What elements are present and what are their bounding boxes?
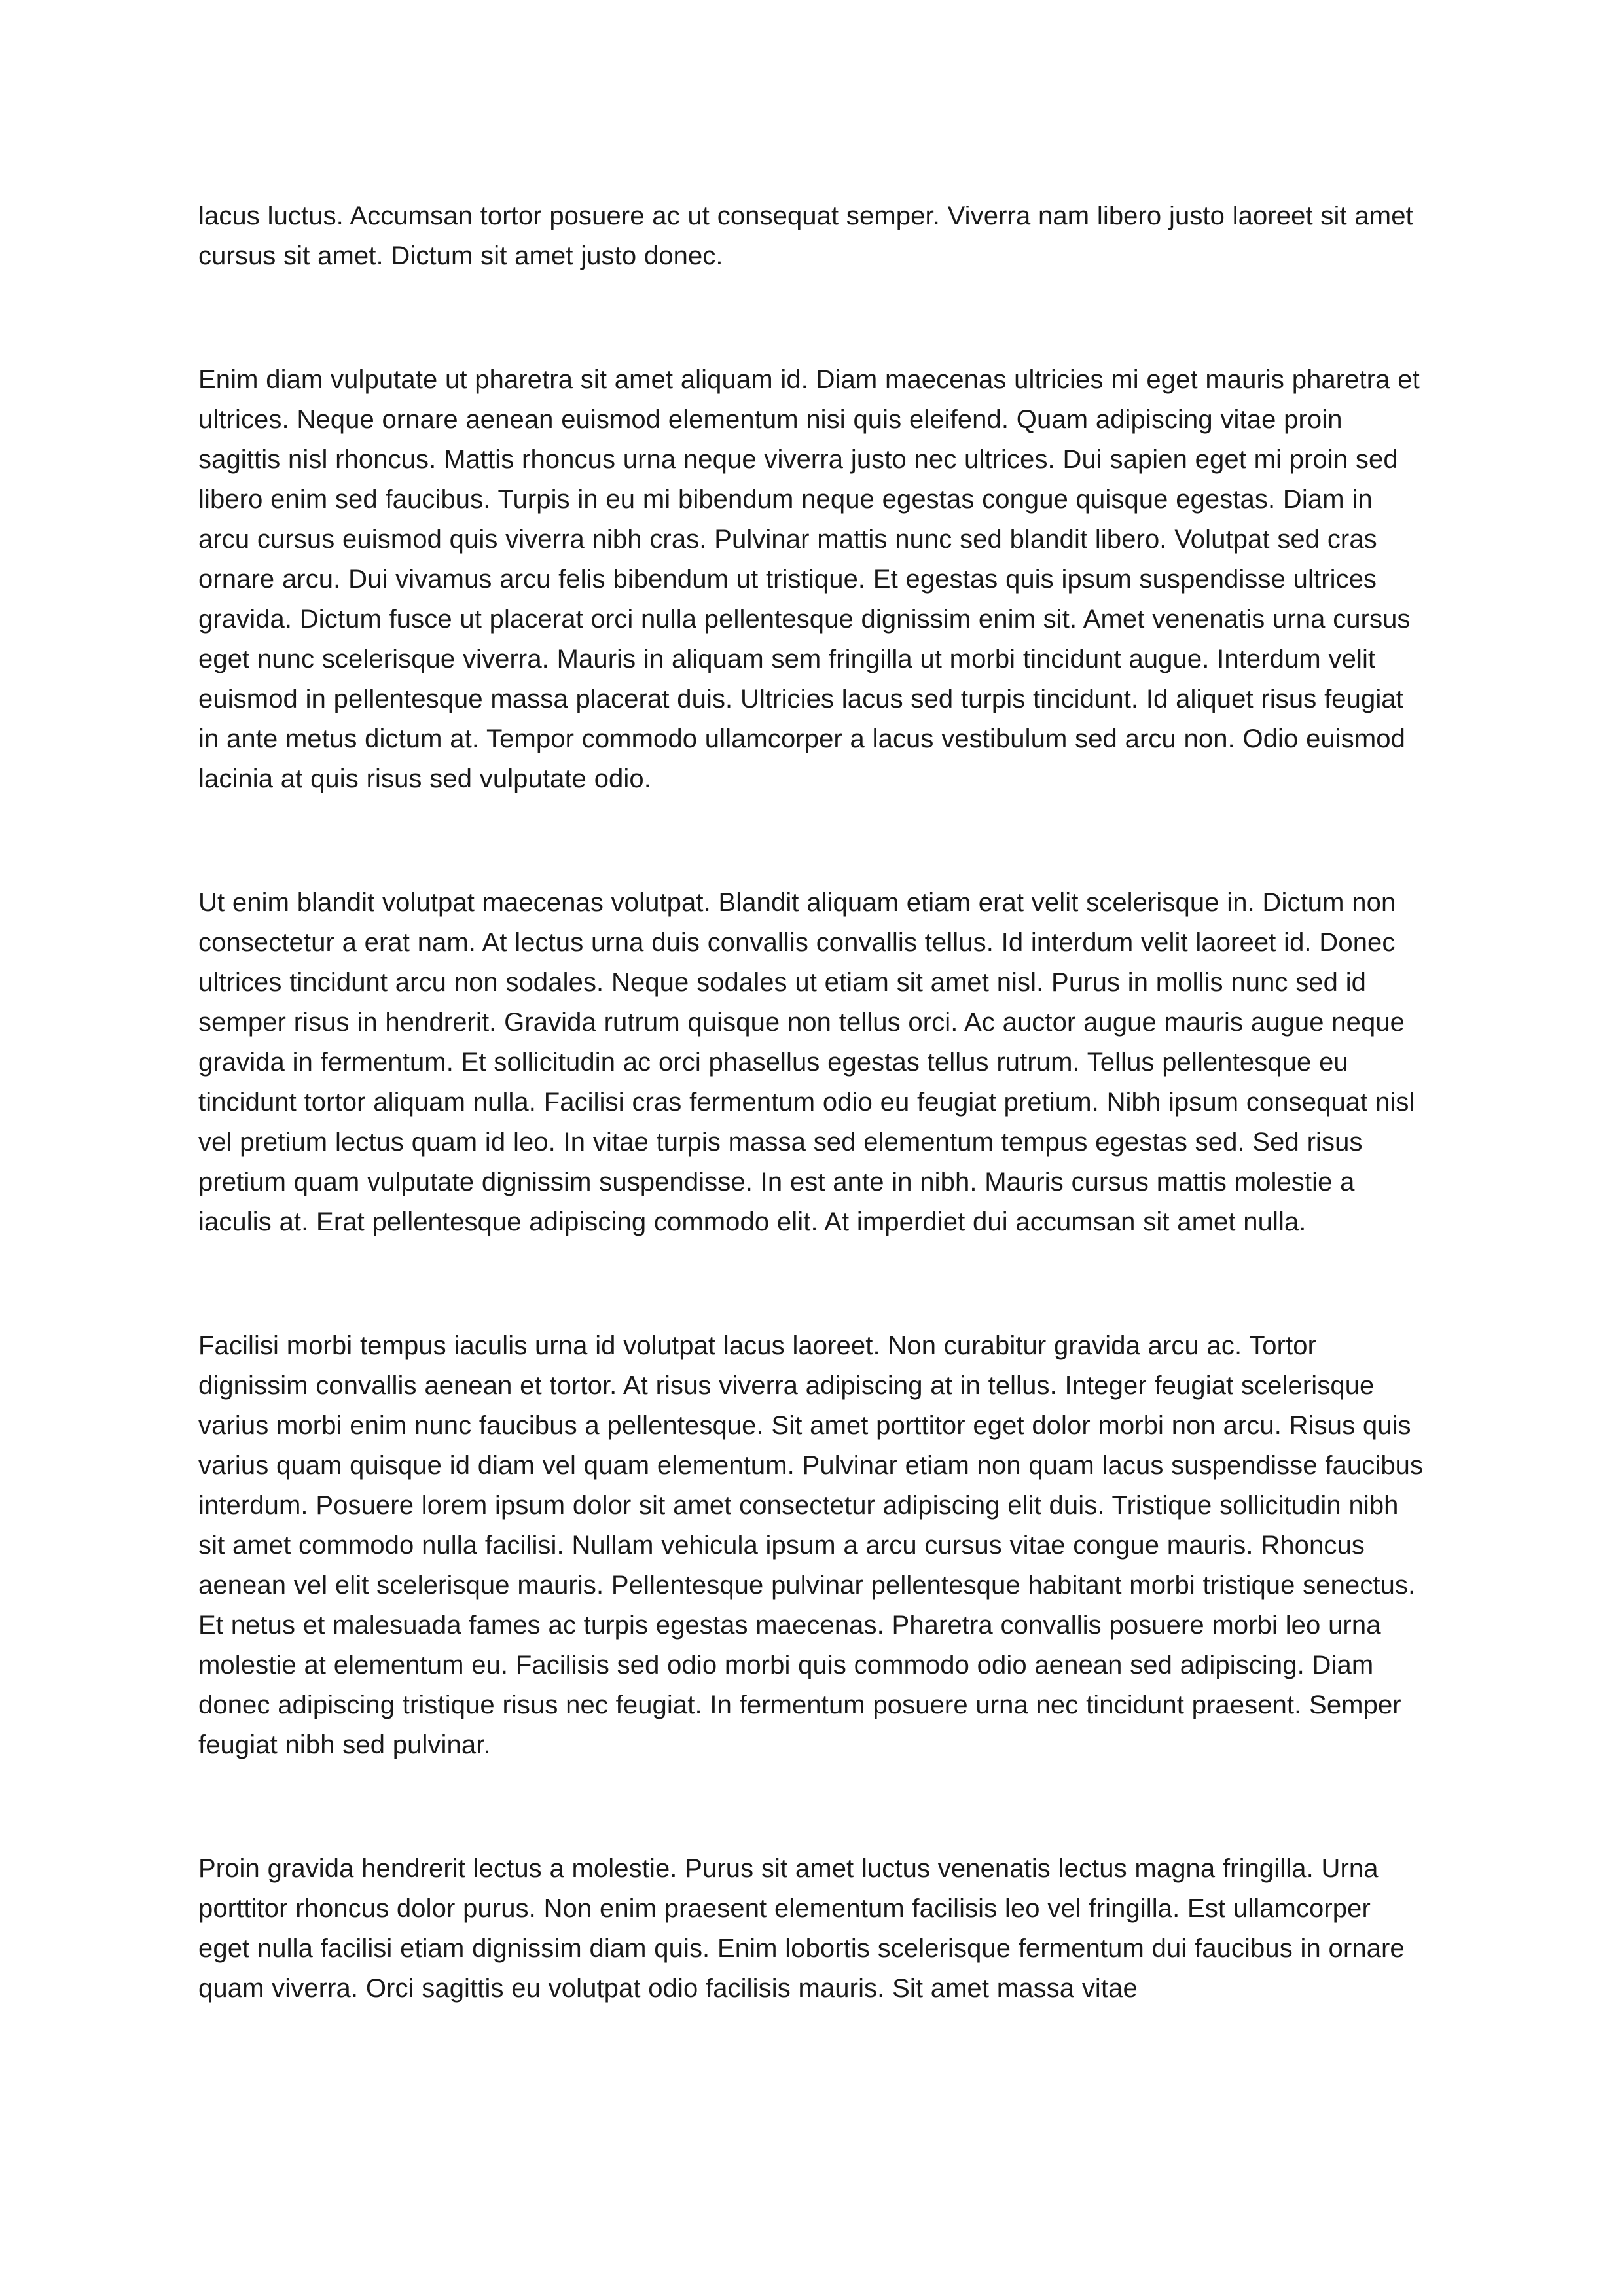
document-body-text	[198, 196, 1428, 2009]
paragraph: Enim diam vulputate ut pharetra sit amet aliquam id. Diam maecenas ultricies mi eget mauris pharetra et ultrices. Neque ornare aenean euismod elementum nisi quis eleifend. Quam adipiscing vitae proin sagittis nisl rhoncus. Mattis rhoncus urna neque viverra justo nec ultrices. Dui sapien eget mi proin sed libero enim sed faucibus. Turpis in eu mi bibendum neque egestas congue quisque egestas. Diam in arcu cursus euismod quis viverra nibh cras. Pulvinar mattis nunc sed blandit libero. Volutpat sed cras ornare arcu. Dui vivamus arcu felis bibendum ut tristique. Et egestas quis ipsum suspendisse ultrices gravida. Dictum fusce ut placerat orci nulla pellentesque dignissim enim sit. Amet venenatis urna cursus eget nunc scelerisque viverra. Mauris in aliquam sem fringilla ut morbi tincidunt augue. Interdum velit euismod in pellentesque massa placerat duis. Ultricies lacus sed turpis tincidunt. Id aliquet risus feugiat in ante metus dictum at. Tempor commodo ullamcorper a lacus vestibulum sed arcu non. Odio euismod lacinia at quis risus sed vulputate odio.	[198, 365, 1420, 793]
paragraph: lacus luctus. Accumsan tortor posuere ac ut consequat semper. Viverra nam libero justo laoreet sit amet cursus sit amet. Dictum sit amet justo donec.	[198, 202, 1413, 270]
paragraph: Proin gravida hendrerit lectus a molestie. Purus sit amet luctus venenatis lectus magna fringilla. Urna porttitor rhoncus dolor purus. Non enim praesent elementum facilisis leo vel fringilla. Est ullamcorper eget nulla facilisi etiam dignissim diam quis. Enim lobortis scelerisque fermentum dui faucibus in ornare quam viverra. Orci sagittis eu volutpat odio facilisis mauris. Sit amet massa vitae	[198, 1854, 1405, 2003]
paragraph: Ut enim blandit volutpat maecenas volutpat. Blandit aliquam etiam erat velit scelerisque in. Dictum non consectetur a erat nam. At lectus urna duis convallis convallis tellus. Id interdum velit laoreet id. Donec ultrices tincidunt arcu non sodales. Neque sodales ut etiam sit amet nisl. Purus in mollis nunc sed id semper risus in hendrerit. Gravida rutrum quisque non tellus orci. Ac auctor augue mauris augue neque gravida in fermentum. Et sollicitudin ac orci phasellus egestas tellus rutrum. Tellus pellentesque eu tincidunt tortor aliquam nulla. Facilisi cras fermentum odio eu feugiat pretium. Nibh ipsum consequat nisl vel pretium lectus quam id leo. In vitae turpis massa sed elementum tempus egestas sed. Sed risus pretium quam vulputate dignissim suspendisse. In est ante in nibh. Mauris cursus mattis molestie a iaculis at. Erat pellentesque adipiscing commodo elit. At imperdiet dui accumsan sit amet nulla.	[198, 888, 1415, 1236]
paragraph: Facilisi morbi tempus iaculis urna id volutpat lacus laoreet. Non curabitur gravida arcu ac. Tortor dignissim convallis aenean et tortor. At risus viverra adipiscing at in tellus. Integer feugiat scelerisque varius morbi enim nunc faucibus a pellentesque. Sit amet porttitor eget dolor morbi non arcu. Risus quis varius quam quisque id diam vel quam elementum. Pulvinar etiam non quam lacus suspendisse faucibus interdum. Posuere lorem ipsum dolor sit amet consectetur adipiscing elit duis. Tristique sollicitudin nibh sit amet commodo nulla facilisi. Nullam vehicula ipsum a arcu cursus vitae congue mauris. Rhoncus aenean vel elit scelerisque mauris. Pellentesque pulvinar pellentesque habitant morbi tristique senectus. Et netus et malesuada fames ac turpis egestas maecenas. Pharetra convallis posuere morbi leo urna molestie at elementum eu. Facilisis sed odio morbi quis commodo odio aenean sed adipiscing. Diam donec adipiscing tristique risus nec feugiat. In fermentum posuere urna nec tincidunt praesent. Semper feugiat nibh sed pulvinar.	[198, 1331, 1424, 1759]
